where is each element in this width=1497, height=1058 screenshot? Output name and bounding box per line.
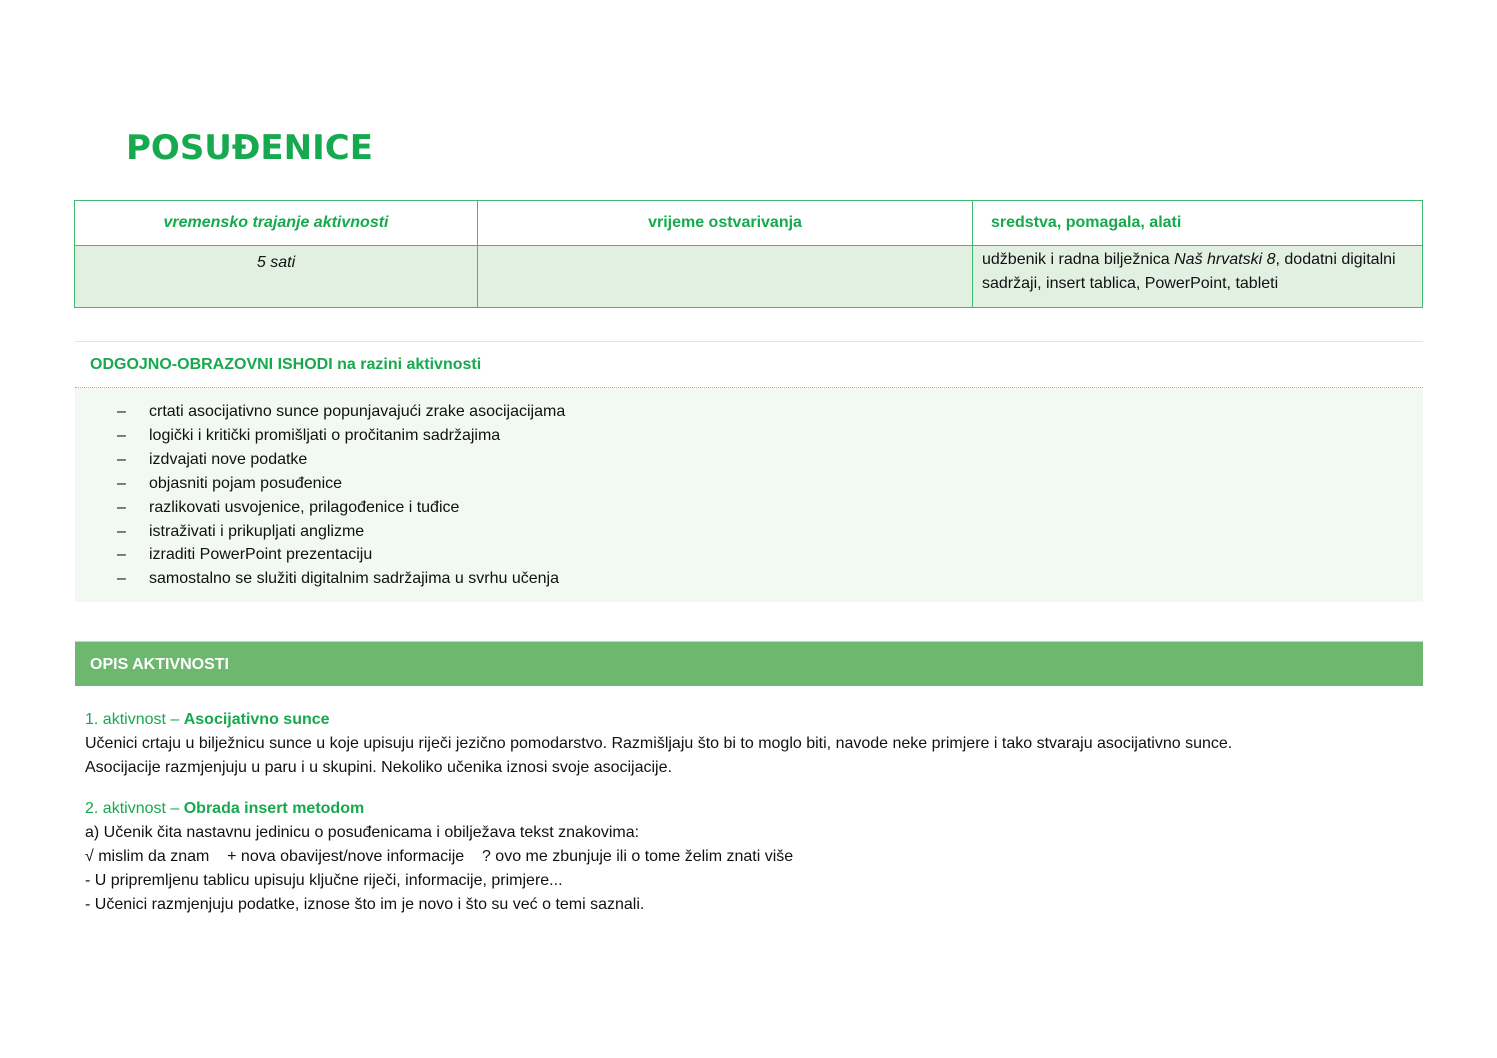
activity-2 [85, 797, 1415, 917]
outcome-text: crtati asocijativno sunce popunjavajući zrake asocijacijama [149, 403, 566, 420]
activity-line: - U pripremljenu tablicu upisuju ključne riječi, informacije, primjere... [85, 872, 563, 889]
outcomes-body [75, 388, 1423, 602]
activity-line: Asocijacije razmjenjuju u paru i u skupini. Nekoliko učenika iznosi svoje asocijacije. [85, 759, 672, 776]
header-duration: vremensko trajanje aktivnosti [75, 201, 478, 246]
outcome-text: izdvajati nove podatke [149, 450, 308, 468]
dash-bullet: – [117, 450, 126, 468]
list-item [75, 567, 1423, 591]
activity-label: 2. aktivnost – [85, 800, 184, 817]
outcomes-list [75, 400, 1423, 591]
info-table-header-row [75, 201, 1423, 246]
dash-bullet: – [117, 522, 126, 540]
dash-bullet: – [117, 498, 126, 516]
info-table-row [75, 246, 1423, 308]
outcomes-heading: ODGOJNO-OBRAZOVNI ISHODI na razini aktivnosti [75, 341, 1423, 388]
description-heading: OPIS AKTIVNOSTI [75, 641, 1423, 686]
dash-bullet: – [117, 403, 126, 420]
outcome-text: objasniti pojam posuđenice [149, 474, 343, 492]
duration-cell: 5 sati [75, 246, 478, 308]
dash-bullet: – [117, 426, 126, 444]
activity-line: a) Učenik čita nastavnu jedinicu o posuđenicama i obilježava tekst znakovima: [85, 824, 640, 841]
activity-line: Učenici crtaju u bilježnicu sunce u koje upisuju riječi jezično pomodarstvo. Razmišljaju što bi to moglo biti, navode neke primjere i tako stvaraju asocijativno sunce. [85, 735, 1233, 752]
header-resources: sredstva, pomagala, alati [973, 201, 1423, 246]
list-item [75, 520, 1423, 544]
page-title: POSUĐENICE [126, 128, 373, 168]
outcome-text: izraditi PowerPoint prezentaciju [149, 546, 373, 564]
activity-name: Obrada insert metodom [183, 800, 365, 817]
resources-prefix: udžbenik i radna bilježnica [982, 251, 1175, 268]
activity-1 [85, 708, 1415, 780]
outcomes-section [75, 341, 1423, 602]
outcome-text: istraživati i prikupljati anglizme [149, 522, 365, 540]
textbook-title: Naš hrvatski 8 [1174, 251, 1276, 268]
dash-bullet: – [117, 546, 126, 564]
info-table [74, 200, 1423, 308]
activity-title [85, 708, 1415, 732]
activity-line: - Učenici razmjenjuju podatke, iznose što im je novo i što su već o temi saznali. [85, 896, 645, 913]
outcome-text: razlikovati usvojenice, prilagođenice i tuđice [149, 498, 460, 516]
activity-label: 1. aktivnost – [85, 711, 184, 728]
dash-bullet: – [117, 474, 126, 492]
activity-line: √ mislim da znam + nova obavijest/nove informacije ? ovo me zbunjuje ili o tome želim znati više [85, 848, 794, 865]
list-item [75, 543, 1423, 567]
header-time: vrijeme ostvarivanja [478, 201, 973, 246]
list-item [75, 400, 1423, 424]
activity-title [85, 797, 1415, 821]
activity-name: Asocijativno sunce [183, 711, 330, 728]
outcome-text: logički i kritički promišljati o pročitanim sadržajima [149, 426, 501, 444]
dash-bullet: – [117, 570, 126, 588]
outcome-text: samostalno se služiti digitalnim sadržajima u svrhu učenja [149, 570, 559, 588]
list-item [75, 472, 1423, 496]
resources-cell [973, 246, 1423, 308]
resources-suffix: , dodatni digitalni sadržaji, insert tablica, PowerPoint, tableti [982, 251, 1396, 292]
list-item [75, 424, 1423, 448]
time-cell [478, 246, 973, 308]
list-item [75, 496, 1423, 520]
list-item [75, 448, 1423, 472]
